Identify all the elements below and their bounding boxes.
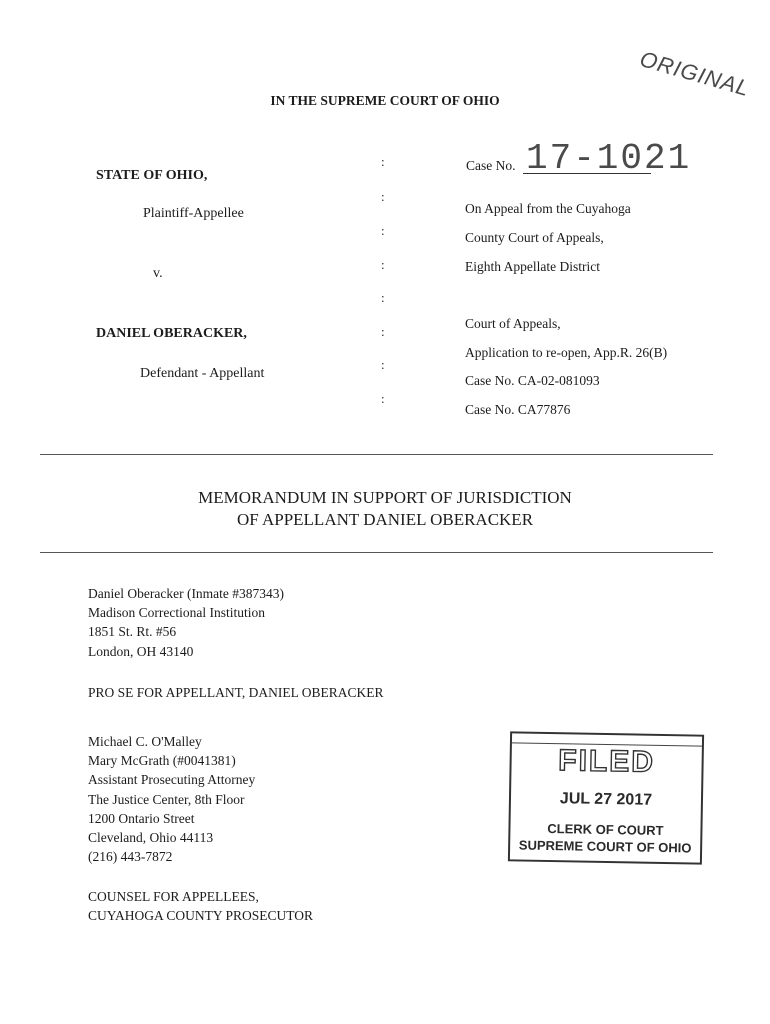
counsel-label bbox=[88, 887, 313, 925]
appellant-address bbox=[88, 584, 284, 661]
court-of-appeals-line: Case No. CA77876 bbox=[465, 402, 571, 417]
counsel-address bbox=[88, 732, 255, 866]
caption-colon: : bbox=[381, 223, 385, 238]
original-stamp: ORIGINAL bbox=[637, 46, 753, 102]
appeal-origin-line: Eighth Appellate District bbox=[465, 259, 600, 274]
versus-label: v. bbox=[153, 266, 163, 281]
address-line: The Justice Center, 8th Floor bbox=[88, 791, 245, 807]
horizontal-rule bbox=[40, 552, 713, 553]
filed-word: FILED bbox=[558, 744, 656, 779]
appeal-origin-line: On Appeal from the Cuyahoga bbox=[465, 201, 631, 216]
appeal-origin-line: County Court of Appeals, bbox=[465, 230, 604, 245]
address-line: 1200 Ontario Street bbox=[88, 810, 195, 826]
caption-colon: : bbox=[381, 154, 385, 169]
court-of-appeals-line: Case No. CA-02-081093 bbox=[465, 373, 600, 388]
address-line: Madison Correctional Institution bbox=[88, 605, 265, 621]
address-line: Michael C. O'Malley bbox=[88, 734, 202, 749]
caption-colon: : bbox=[381, 391, 385, 406]
address-line: Daniel Oberacker (Inmate #387343) bbox=[88, 586, 285, 601]
address-line: London, OH 43140 bbox=[88, 643, 194, 659]
court-of-appeals-line: Application to re-open, App.R. 26(B) bbox=[465, 345, 668, 360]
defendant-role: Defendant - Appellant bbox=[140, 366, 265, 381]
court-of-appeals-line: Court of Appeals, bbox=[465, 316, 561, 331]
plaintiff-name: STATE OF OHIO, bbox=[96, 168, 208, 183]
address-line: Assistant Prosecuting Attorney bbox=[88, 772, 256, 788]
clerk-line: CLERK OF COURT bbox=[547, 820, 664, 839]
caption-colon: : bbox=[381, 257, 385, 272]
address-line: Mary McGrath (#0041381) bbox=[88, 753, 236, 769]
case-number-value: 17-1021 bbox=[526, 138, 692, 179]
clerk-line: SUPREME COURT OF OHIO bbox=[518, 837, 692, 856]
defendant-name: DANIEL OBERACKER, bbox=[96, 326, 247, 341]
caption-colon: : bbox=[381, 324, 385, 339]
counsel-label-line: COUNSEL FOR APPELLEES, bbox=[88, 889, 259, 904]
address-line: (216) 443-7872 bbox=[88, 849, 173, 865]
plaintiff-role: Plaintiff-Appellee bbox=[143, 206, 244, 221]
case-number-label: Case No. bbox=[466, 158, 516, 173]
filed-stamp bbox=[508, 731, 704, 864]
caption-colon: : bbox=[381, 357, 385, 372]
pro-se-label: PRO SE FOR APPELLANT, DANIEL OBERACKER bbox=[88, 685, 384, 700]
filed-date: JUL 27 2017 bbox=[559, 790, 653, 809]
horizontal-rule bbox=[40, 454, 713, 455]
court-title: IN THE SUPREME COURT OF OHIO bbox=[270, 93, 500, 108]
memo-title-line1: MEMORANDUM IN SUPPORT OF JURISDICTION bbox=[198, 488, 572, 507]
address-line: Cleveland, Ohio 44113 bbox=[88, 830, 214, 846]
memo-title-line2: OF APPELLANT DANIEL OBERACKER bbox=[236, 510, 534, 529]
filed-clerk bbox=[510, 819, 701, 856]
caption-colon: : bbox=[381, 290, 385, 305]
case-number-underline bbox=[523, 173, 651, 174]
caption-colon: : bbox=[381, 189, 385, 204]
address-line: 1851 St. Rt. #56 bbox=[88, 624, 177, 640]
counsel-label-line: CUYAHOGA COUNTY PROSECUTOR bbox=[88, 908, 314, 924]
